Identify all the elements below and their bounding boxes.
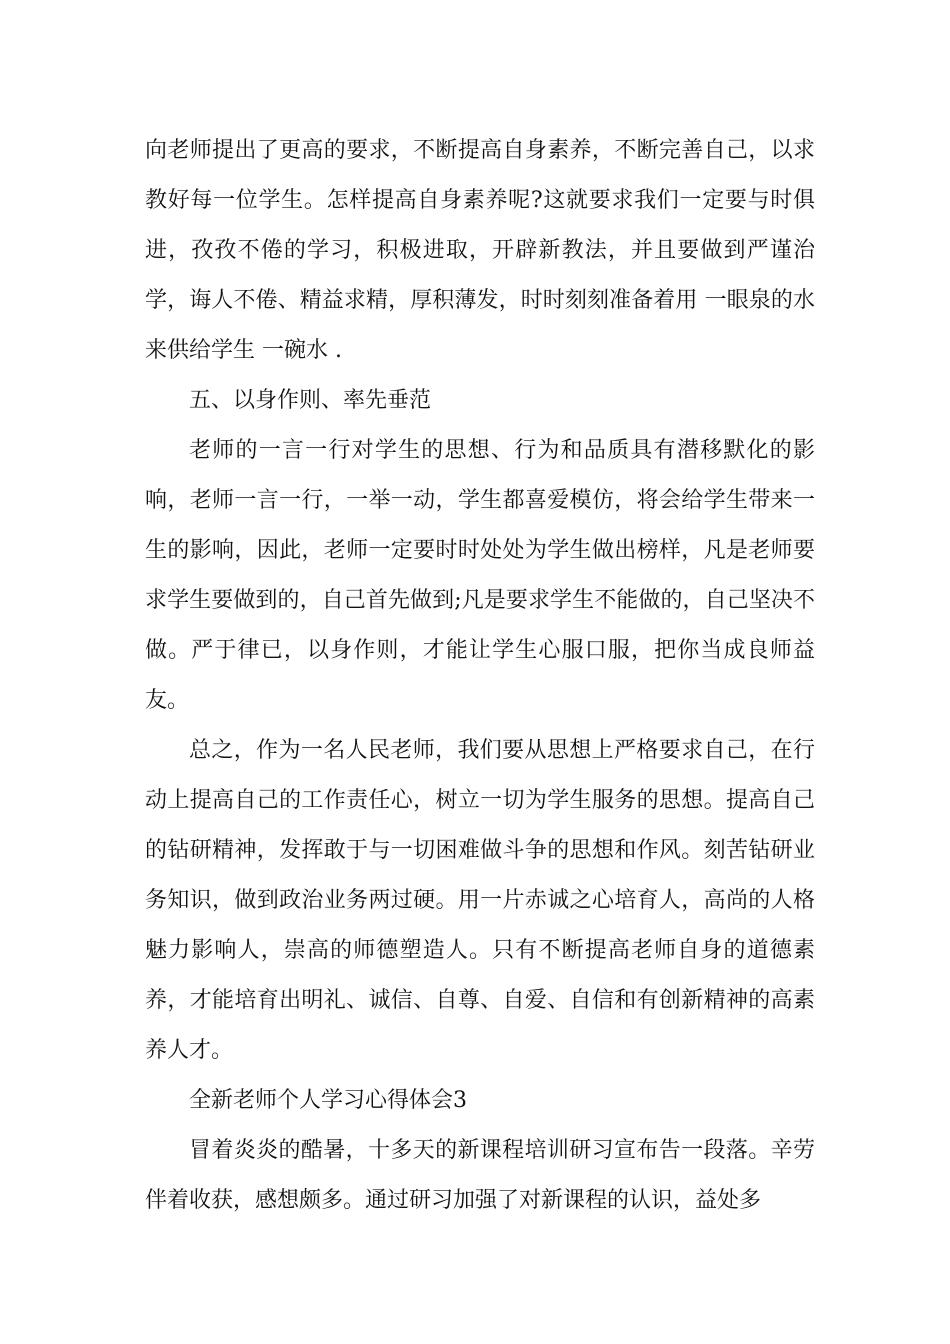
paragraph-conclusion: 总之，作为一名人民老师，我们要从思想上严格要求自己，在行动上提高自己的工作责任心，树立一切为学生服务的思想。提高自己的钻研精神，发挥敢于与一切困难做斗争的思想和作风。刻苦钻研业务知识，做到政治业务两过硬。用一片赤诚之心培育人，高尚的人格魅力影响人，崇高的师德塑造人。只有不断提高老师自身的道德素养，才能培育出明礼、诚信、自尊、自爱、自信和有创新精神的高素养人才。: [145, 738, 815, 1063]
paragraph-self-improvement: 向老师提出了更高的要求，不断提高自身素养，不断完善自己，以求教好每一位学生。怎样提高自身素养呢?这就要求我们一定要与时俱进，孜孜不倦的学习，积极进取，开辟新教法，并且要做到严谨治学，诲人不倦、精益求精，厚积薄发，时时刻刻准备着用 一眼泉的水 来供给学生 一碗水 .: [145, 138, 815, 363]
article-heading-3: 全新老师个人学习心得体会3: [189, 1088, 467, 1113]
document-body: [145, 126, 815, 1226]
section-heading-five: 五、以身作则、率先垂范: [189, 388, 432, 413]
paragraph-training-intro: 冒着炎炎的酷暑，十多天的新课程培训研习宣布告一段落。辛劳伴着收获，感想颇多。通过研习加强了对新课程的认识，益处多: [145, 1138, 815, 1213]
paragraph-role-model: 老师的一言一行对学生的思想、行为和品质具有潜移默化的影响，老师一言一行，一举一动，学生都喜爱模仿，将会给学生带来一生的影响，因此，老师一定要时时处处为学生做出榜样，凡是老师要求学生要做到的，自己首先做到;凡是要求学生不能做的，自己坚决不做。严于律已，以身作则，才能让学生心服口服，把你当成良师益友。: [145, 438, 815, 713]
